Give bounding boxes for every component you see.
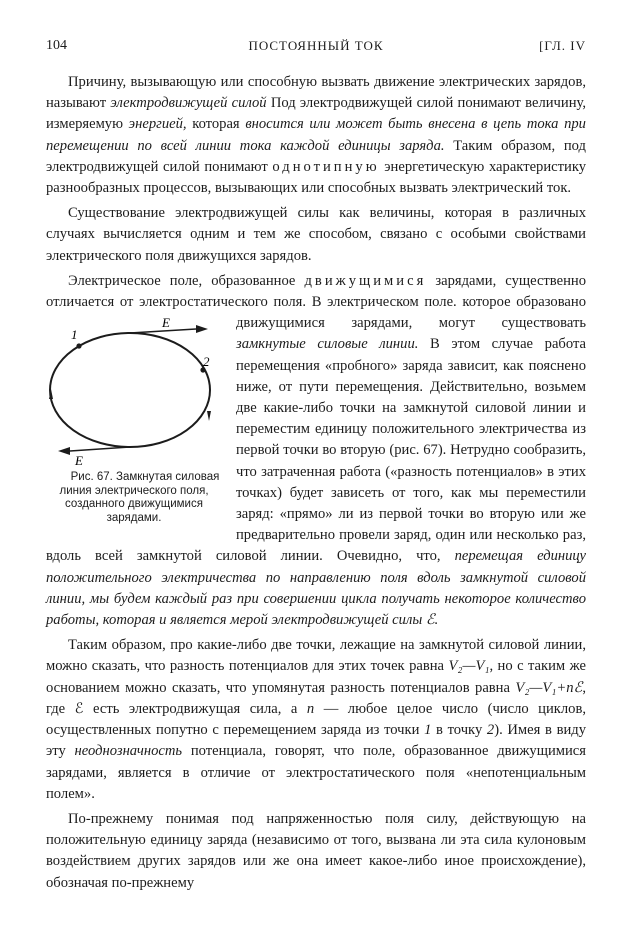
text-run: потенциала, говорят, что поле, образованное движущимися зарядами, является в отличие от электростатического поля «непотенциальным полем». xyxy=(46,743,586,802)
arrow-top-icon xyxy=(196,325,208,333)
arrow-right-icon xyxy=(207,411,211,421)
closed-field-line xyxy=(50,333,210,447)
italic-definition: вносится или может быть внесена в цепь тока при перемещении по всей линии тока каждой единицы заряда. xyxy=(46,116,586,154)
paragraph-field-strength: По-прежнему понимая под напряженностью поля силу, действующую на положительную единицу заряда (независимо от того, вызвана ли эта сила кулоновым воздействием других зарядов или же она имеет какое-либо иное происхождение), обозначая по-прежнему xyxy=(46,810,586,891)
point-ref-1: 1 xyxy=(424,722,432,739)
paragraph-nonpotential xyxy=(46,635,586,805)
field-label-top: E xyxy=(162,315,170,331)
text-run: ). Имея в виду эту xyxy=(46,722,586,760)
arrow-bottom-icon xyxy=(58,447,70,455)
term-ambiguity: неоднозначность xyxy=(74,743,183,760)
point-ref-2: 2 xyxy=(486,722,495,739)
text-run: — любое целое число (число циклов, осуществленных попутно с перемещением заряда из точки xyxy=(46,700,587,739)
point-1-marker xyxy=(76,344,81,349)
text-run: в точку xyxy=(431,722,487,739)
term-energy: энергией, xyxy=(128,116,187,133)
page-header xyxy=(46,38,586,58)
text-run: зарядами, существенно отличается от электростатического поля. В электрическом поле. которое образовано движущимися зарядами, могут существовать xyxy=(46,272,587,332)
text-run: , но с таким же основанием можно сказать, что упомянутая разность потенциалов равна xyxy=(46,658,586,696)
text-run: В этом случае работа перемещения «пробного» заряда зависит, как пояснено ниже, от пути перемещения. Действительно, возьмем две какие-либо точки на замкнутой силовой линии и переместим единицу положительного электричества из первой точки во вторую (рис. 67). Нетрудно сообразить, что затраченная работа («разность потенциалов» в этих точках) будет зависеть от того, как мы переместили заряд: «прямо» ли из первой точки во вторую или же предварительно провели заряд, один или несколько раз, вдоль всей замкнутой силовой линии. Очевидно, что, xyxy=(46,336,586,565)
text-run: Под электродвижущей силой понимают величину, измеряемую xyxy=(46,95,586,133)
figure-caption: Рис. 67. Замкнутая силовая линия электрического поля, созданного движущимися зарядами. xyxy=(59,471,220,524)
spaced-word: однотипную xyxy=(272,158,380,175)
running-title: ПОСТОЯННЫЙ ТОК xyxy=(248,38,384,53)
tangent-line-bottom xyxy=(70,447,130,451)
page-body xyxy=(46,72,586,898)
text-run: которая xyxy=(186,116,246,133)
point-2-label: 2 xyxy=(203,354,210,370)
text-run: Таким образом, про какие-либо две точки, лежащие на замкнутой силовой линии, можно сказать, что разность потенциалов для этих точек равна xyxy=(46,637,586,675)
term-emf: электродвижущей силой xyxy=(110,95,267,112)
chapter-label: [ГЛ. IV xyxy=(539,38,586,53)
page-number: 104 xyxy=(46,38,67,53)
figure-67 xyxy=(46,315,226,525)
paragraph-emf-existence: Существование электродвижущей силы как величины, которая в различных случаях вычисляется одним и тем же способом, связано с особыми свойствами электрического поля движущихся зарядов. xyxy=(46,205,586,264)
text-run: Таким образом, под электродвижущей силой понимают xyxy=(46,137,586,175)
formula-potential-difference-emf: V₂—V₁+nℰ xyxy=(515,679,583,696)
spaced-word: движущимися xyxy=(304,272,427,289)
point-1-label: 1 xyxy=(71,327,78,343)
formula-potential-difference: V₂—V₁ xyxy=(448,658,490,675)
term-closed-lines: замкнутые силовые линии. xyxy=(236,336,419,353)
italic-conclusion: перемещая единицу положительного электричества по направлению поля вдоль замкнутой силовой линии, мы будем каждый раз при совершении цикла получать некоторое количество работы, которая и является мерой электродвижущей силы ℰ. xyxy=(46,548,586,629)
text-run: энергетическую характеристику разнообразных процессов, вызывающих или способных вызвать электрический ток. xyxy=(46,158,587,197)
text-run: Электрическое поле, образованное xyxy=(68,272,305,289)
field-label-bottom: E xyxy=(75,453,83,466)
paragraph-moving-charges xyxy=(46,271,586,631)
text-run: , где ℰ есть электродвижущая сила, а xyxy=(46,679,586,717)
text-run: Причину, вызывающую или способную вызвать движение электрических зарядов, называют xyxy=(46,74,586,112)
closed-field-line-diagram xyxy=(46,315,226,465)
paragraph-emf-definition xyxy=(46,72,586,199)
symbol-n: n xyxy=(306,700,315,717)
